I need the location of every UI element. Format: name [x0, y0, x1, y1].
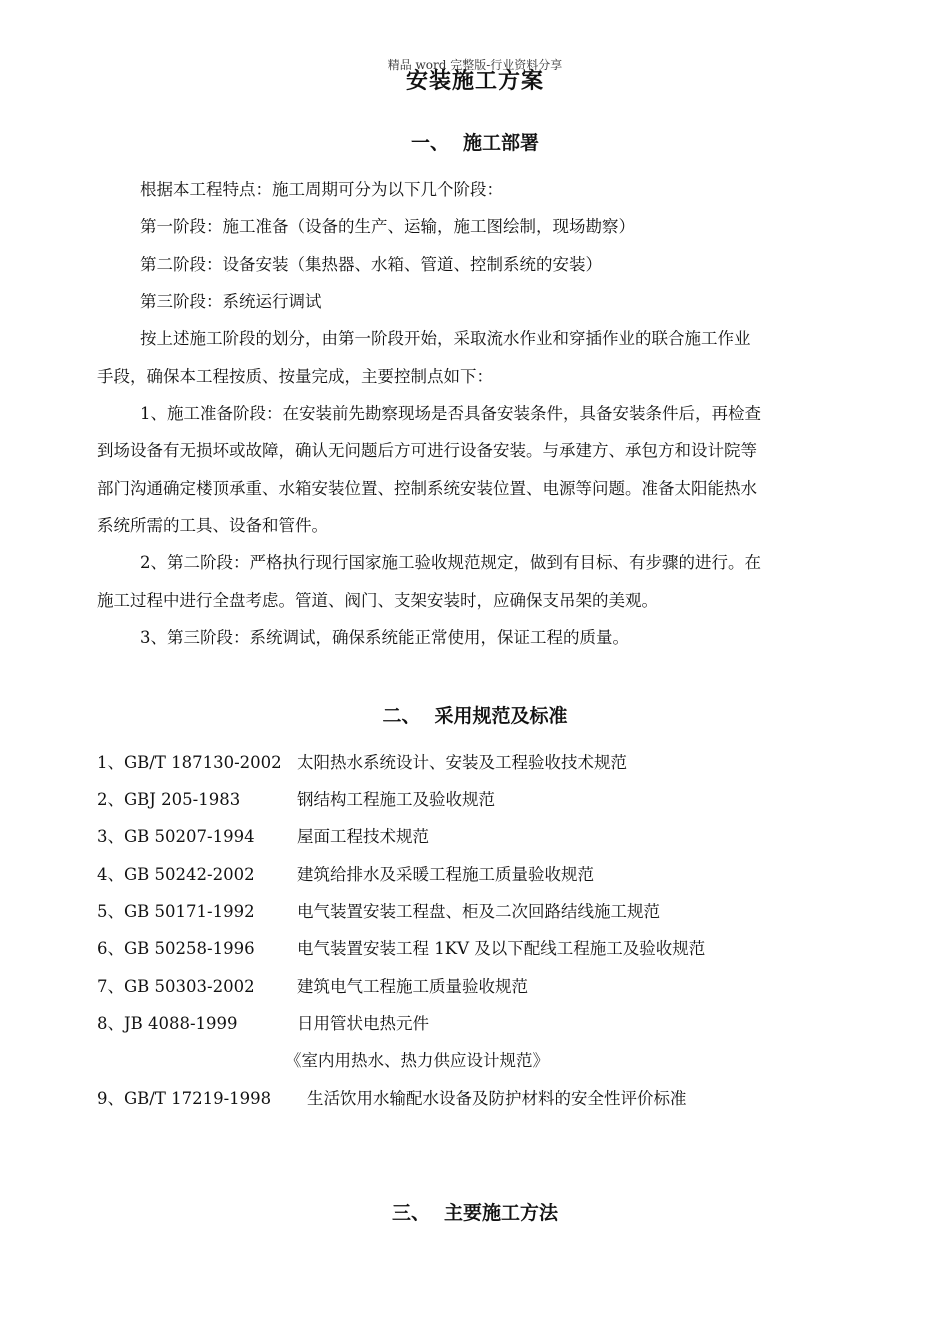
standard-code: 4、GB 50242-2002	[97, 865, 255, 884]
standard-title: 生活饮用水输配水设备及防护材料的安全性评价标准	[307, 1089, 687, 1108]
section-3-number: 三、	[391, 1202, 430, 1224]
paragraph-line: 第一阶段：施工准备（设备的生产、运输，施工图绘制，现场勘察）	[140, 217, 635, 236]
section-2-title: 采用规范及标准	[434, 705, 568, 727]
standard-code: 3、GB 50207-1994	[97, 827, 255, 846]
section-3-title: 主要施工方法	[444, 1202, 559, 1224]
paragraph-line: 第二阶段：设备安装（集热器、水箱、管道、控制系统的安装）	[140, 255, 602, 274]
paragraph-line: 根据本工程特点：施工周期可分为以下几个阶段：	[140, 180, 503, 199]
paragraph-line: 第三阶段：系统运行调试	[140, 292, 322, 311]
standard-title: 电气装置安装工程盘、柜及二次回路结线施工规范	[297, 902, 660, 921]
document-title: 安装施工方案	[405, 68, 544, 94]
standard-title: 日用管状电热元件	[297, 1014, 429, 1033]
standard-title: 钢结构工程施工及验收规范	[297, 790, 495, 809]
standard-extra-line: 《室内用热水、热力供应设计规范》	[285, 1051, 549, 1070]
standard-code: 7、GB 50303-2002	[97, 977, 255, 996]
paragraph-line: 手段，确保本工程按质、按量完成，主要控制点如下：	[97, 367, 493, 386]
standard-title: 电气装置安装工程 1KV 及以下配线工程施工及验收规范	[297, 939, 706, 958]
section-1-number: 一、	[410, 132, 449, 154]
paragraph-line: 系统所需的工具、设备和管件。	[97, 516, 328, 535]
standard-code: 1、GB/T 187130-2002	[97, 753, 282, 772]
standard-title: 建筑给排水及采暖工程施工质量验收规范	[297, 865, 594, 884]
paragraph-line: 到场设备有无损坏或故障，确认无问题后方可进行设备安装。与承建方、承包方和设计院等	[97, 441, 757, 460]
section-1-title: 施工部署	[463, 132, 540, 154]
paragraph-line: 1、施工准备阶段：在安装前先勘察现场是否具备安装条件，具备安装条件后，再检查	[140, 404, 761, 423]
section-1-heading	[0, 128, 950, 155]
standard-code: 9、GB/T 17219-1998	[97, 1089, 272, 1108]
section-2-heading	[0, 701, 950, 728]
standard-title: 建筑电气工程施工质量验收规范	[297, 977, 528, 996]
section-3-heading	[0, 1198, 950, 1225]
standard-title: 屋面工程技术规范	[297, 827, 429, 846]
standard-code: 8、JB 4088-1999	[97, 1014, 238, 1033]
standard-code: 5、GB 50171-1992	[97, 902, 255, 921]
standard-code: 2、GBJ 205-1983	[97, 790, 241, 809]
paragraph-line: 3、第三阶段：系统调试，确保系统能正常使用，保证工程的质量。	[140, 628, 629, 647]
paragraph-line: 施工过程中进行全盘考虑。管道、阀门、支架安装时，应确保支吊架的美观。	[97, 591, 658, 610]
section-2-number: 二、	[382, 705, 421, 727]
standard-title: 太阳热水系统设计、安装及工程验收技术规范	[297, 753, 627, 772]
paragraph-line: 按上述施工阶段的划分，由第一阶段开始，采取流水作业和穿插作业的联合施工作业	[140, 329, 751, 348]
header-note: 精品 word 完整版-行业资料分享	[387, 58, 563, 72]
paragraph-line: 2、第二阶段：严格执行现行国家施工验收规范规定，做到有目标、有步骤的进行。在	[140, 553, 761, 572]
standard-code: 6、GB 50258-1996	[97, 939, 255, 958]
paragraph-line: 部门沟通确定楼顶承重、水箱安装位置、控制系统安装位置、电源等问题。准备太阳能热水	[97, 479, 757, 498]
